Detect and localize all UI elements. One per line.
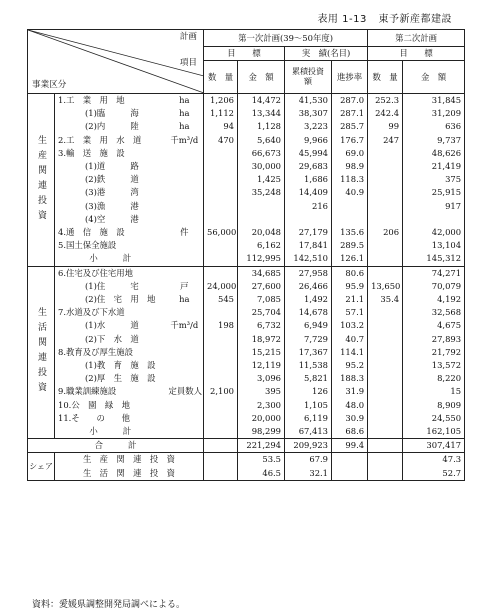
header-suryo: 数 量 xyxy=(204,61,238,94)
row-second-amount: 15 xyxy=(403,385,465,398)
row-progress-rate: 95.9 xyxy=(332,280,368,293)
row-item: (1)教 育 施 設 xyxy=(85,360,156,371)
row-second-quantity xyxy=(368,252,403,266)
row-second-quantity: 35.4 xyxy=(368,293,403,306)
row-cumulative: 29,683 xyxy=(285,160,332,173)
row-progress-rate: 287.0 xyxy=(332,94,368,108)
row-first-amount xyxy=(238,200,285,213)
row-unit xyxy=(166,346,204,359)
total-first-amount: 221,294 xyxy=(238,439,285,453)
table-row xyxy=(28,160,465,173)
row-first-quantity xyxy=(204,412,238,425)
row-cumulative: 14,678 xyxy=(285,306,332,319)
row-item: 小 計 xyxy=(55,252,166,266)
table-row xyxy=(28,425,465,439)
row-unit xyxy=(166,359,204,372)
row-second-quantity xyxy=(368,399,403,412)
row-first-quantity xyxy=(204,425,238,439)
table-row xyxy=(28,266,465,280)
row-cumulative xyxy=(285,213,332,226)
share-row xyxy=(28,467,465,481)
row-first-amount: 395 xyxy=(238,385,285,398)
share-second-amount: 47.3 xyxy=(403,453,465,467)
header-kingaku2: 金 額 xyxy=(403,61,465,94)
share-label: 生 活 関 連 投 資 xyxy=(55,467,204,481)
row-first-quantity: 198 xyxy=(204,319,238,332)
row-first-quantity: 94 xyxy=(204,120,238,133)
table-name: 東予新産都建設 xyxy=(378,14,452,25)
row-first-amount: 6,162 xyxy=(238,239,285,252)
row-first-quantity: 470 xyxy=(204,134,238,147)
table-row xyxy=(28,306,465,319)
row-first-quantity xyxy=(204,252,238,266)
row-item: 1.工 業 用 地 xyxy=(58,95,125,105)
row-progress-rate: 21.1 xyxy=(332,293,368,306)
row-progress-rate: 103.2 xyxy=(332,319,368,332)
row-second-amount: 8,220 xyxy=(403,372,465,385)
row-item: (1)臨 海 xyxy=(85,108,139,119)
row-unit xyxy=(166,412,204,425)
table-row xyxy=(28,120,465,133)
share-first-quantity xyxy=(204,467,238,481)
row-unit xyxy=(166,239,204,252)
section-sangyo: 生産関連投資 xyxy=(28,94,55,267)
row-cumulative: 14,409 xyxy=(285,186,332,199)
row-first-amount: 30,000 xyxy=(238,160,285,173)
row-item: 11.そ の 他 xyxy=(58,412,130,423)
row-first-amount: 34,685 xyxy=(238,266,285,280)
data-table xyxy=(27,29,465,481)
share-row xyxy=(28,453,465,467)
row-cumulative: 126 xyxy=(285,385,332,398)
row-second-amount: 13,572 xyxy=(403,359,465,372)
share-cumulative: 67.9 xyxy=(285,453,332,467)
row-second-amount: 31,209 xyxy=(403,107,465,120)
row-progress-rate: 95.2 xyxy=(332,359,368,372)
row-second-quantity xyxy=(368,412,403,425)
row-first-amount xyxy=(238,213,285,226)
share-cumulative: 32.1 xyxy=(285,467,332,481)
row-unit: 千m³/d xyxy=(166,134,204,147)
row-progress-rate: 48.0 xyxy=(332,399,368,412)
row-first-amount: 5,640 xyxy=(238,134,285,147)
row-progress-rate: 126.1 xyxy=(332,252,368,266)
share-first-quantity xyxy=(204,453,238,467)
row-second-quantity: 99 xyxy=(368,120,403,133)
table-row xyxy=(28,385,465,398)
total-cumulative: 209,923 xyxy=(285,439,332,453)
share-progress-rate xyxy=(332,467,368,481)
row-cumulative: 26,466 xyxy=(285,280,332,293)
row-cumulative: 67,413 xyxy=(285,425,332,439)
row-second-quantity xyxy=(368,147,403,160)
row-item: 9.職業訓練施設 xyxy=(58,386,117,397)
row-second-amount: 32,568 xyxy=(403,306,465,319)
table-row xyxy=(28,173,465,186)
total-second-quantity xyxy=(368,439,403,453)
row-item: (2)内 陸 xyxy=(85,121,139,132)
table-row xyxy=(28,372,465,385)
row-unit: 戸 xyxy=(166,280,204,293)
row-first-quantity xyxy=(204,200,238,213)
row-first-quantity xyxy=(204,239,238,252)
row-cumulative: 27,958 xyxy=(285,266,332,280)
row-progress-rate: 31.9 xyxy=(332,385,368,398)
row-second-amount: 42,000 xyxy=(403,226,465,239)
row-second-quantity xyxy=(368,213,403,226)
row-progress-rate: 40.7 xyxy=(332,333,368,346)
row-second-quantity xyxy=(368,173,403,186)
table-row xyxy=(28,293,465,306)
row-first-amount: 3,096 xyxy=(238,372,285,385)
row-cumulative: 27,179 xyxy=(285,226,332,239)
row-first-quantity xyxy=(204,160,238,173)
row-progress-rate: 188.3 xyxy=(332,372,368,385)
table-row xyxy=(28,412,465,425)
table-row xyxy=(28,239,465,252)
row-progress-rate: 68.6 xyxy=(332,425,368,439)
row-second-quantity xyxy=(368,160,403,173)
row-second-quantity xyxy=(368,346,403,359)
table-row xyxy=(28,346,465,359)
row-second-amount: 8,909 xyxy=(403,399,465,412)
row-unit xyxy=(166,399,204,412)
total-label: 合 計 xyxy=(28,439,204,453)
row-cumulative: 7,729 xyxy=(285,333,332,346)
row-unit xyxy=(166,252,204,266)
row-unit xyxy=(166,186,204,199)
row-second-amount: 48,626 xyxy=(403,147,465,160)
row-second-amount: 21,792 xyxy=(403,346,465,359)
row-unit: ha xyxy=(166,293,204,306)
row-first-amount: 12,119 xyxy=(238,359,285,372)
source-note: 資料：愛媛県調整開発局調べによる。 xyxy=(32,600,186,610)
row-item: 10.公 園 緑 地 xyxy=(58,399,130,410)
header-first-plan: 第一次計画(39〜50年度) xyxy=(204,30,368,47)
row-progress-rate: 285.7 xyxy=(332,120,368,133)
row-second-amount: 145,312 xyxy=(403,252,465,266)
row-item: (1)住 宅 xyxy=(85,280,139,291)
row-first-amount: 15,215 xyxy=(238,346,285,359)
row-item: 8.教育及び厚生施設 xyxy=(58,346,133,357)
row-first-quantity: 56,000 xyxy=(204,226,238,239)
header-suryo2: 数 量 xyxy=(368,61,403,94)
row-item: (2)厚 生 施 設 xyxy=(85,373,156,384)
row-second-quantity: 206 xyxy=(368,226,403,239)
row-cumulative: 17,367 xyxy=(285,346,332,359)
row-progress-rate xyxy=(332,200,368,213)
row-progress-rate xyxy=(332,213,368,226)
row-unit: 千m³/d xyxy=(166,319,204,332)
share-label: 生 産 関 連 投 資 xyxy=(55,453,204,467)
row-item: 6.住宅及び住宅用地 xyxy=(58,267,133,278)
row-unit xyxy=(166,333,204,346)
row-first-amount: 20,048 xyxy=(238,226,285,239)
table-row xyxy=(28,213,465,226)
row-second-amount: 24,550 xyxy=(403,412,465,425)
row-second-amount: 74,271 xyxy=(403,266,465,280)
row-progress-rate: 114.1 xyxy=(332,346,368,359)
row-item: (3)港 湾 xyxy=(85,187,139,198)
row-second-quantity xyxy=(368,372,403,385)
table-number: 表用 1-13 xyxy=(317,14,367,25)
row-cumulative: 45,994 xyxy=(285,147,332,160)
row-unit xyxy=(166,306,204,319)
row-second-quantity xyxy=(368,200,403,213)
row-first-quantity: 2,100 xyxy=(204,385,238,398)
table-row xyxy=(28,134,465,147)
row-progress-rate: 135.6 xyxy=(332,226,368,239)
table-row xyxy=(28,280,465,293)
row-second-quantity xyxy=(368,385,403,398)
header-mokuhyou2: 目 標 xyxy=(368,47,465,61)
row-first-quantity xyxy=(204,346,238,359)
row-unit xyxy=(166,213,204,226)
header-second-plan: 第二次計画 xyxy=(368,30,465,47)
total-progress-rate: 99.4 xyxy=(332,439,368,453)
row-unit xyxy=(166,173,204,186)
row-second-amount: 21,419 xyxy=(403,160,465,173)
table-row xyxy=(28,200,465,213)
row-cumulative: 5,821 xyxy=(285,372,332,385)
row-progress-rate: 57.1 xyxy=(332,306,368,319)
row-item: 7.水道及び下水道 xyxy=(58,307,125,318)
row-first-quantity: 545 xyxy=(204,293,238,306)
row-unit: 定員数人 xyxy=(166,385,204,398)
row-progress-rate: 80.6 xyxy=(332,266,368,280)
total-first-quantity xyxy=(204,439,238,453)
header-kingaku: 金 額 xyxy=(238,61,285,94)
row-first-quantity xyxy=(204,359,238,372)
row-cumulative: 41,530 xyxy=(285,94,332,108)
row-second-amount: 636 xyxy=(403,120,465,133)
row-first-amount: 6,732 xyxy=(238,319,285,332)
table-row xyxy=(28,252,465,266)
table-row xyxy=(28,147,465,160)
row-first-amount: 98,299 xyxy=(238,425,285,439)
row-first-quantity xyxy=(204,213,238,226)
row-item: 小 計 xyxy=(55,425,166,439)
row-unit xyxy=(166,160,204,173)
row-item: (3)漁 港 xyxy=(85,200,139,211)
table-row xyxy=(28,107,465,120)
table-row xyxy=(28,319,465,332)
row-unit xyxy=(166,266,204,280)
row-item: 2.工 業 用 水 道 xyxy=(58,134,142,145)
row-second-amount: 162,105 xyxy=(403,425,465,439)
section-share: シェア xyxy=(28,453,55,480)
row-cumulative: 38,307 xyxy=(285,107,332,120)
header-corner xyxy=(28,30,204,94)
share-first-amount: 46.5 xyxy=(238,467,285,481)
row-item: (2)下 水 道 xyxy=(85,333,139,344)
row-first-quantity xyxy=(204,266,238,280)
row-first-amount: 35,248 xyxy=(238,186,285,199)
row-second-amount: 375 xyxy=(403,173,465,186)
row-second-quantity xyxy=(368,333,403,346)
share-second-quantity xyxy=(368,467,403,481)
table-title xyxy=(309,10,452,25)
row-cumulative: 6,949 xyxy=(285,319,332,332)
row-cumulative: 216 xyxy=(285,200,332,213)
row-second-amount: 31,845 xyxy=(403,94,465,108)
row-item: (1)水 道 xyxy=(85,320,139,331)
row-unit xyxy=(166,372,204,385)
section-seikatsu: 生活関連投資 xyxy=(28,266,55,439)
row-progress-rate: 289.5 xyxy=(332,239,368,252)
share-second-amount: 52.7 xyxy=(403,467,465,481)
row-cumulative: 6,119 xyxy=(285,412,332,425)
row-second-quantity: 13,650 xyxy=(368,280,403,293)
row-first-quantity xyxy=(204,372,238,385)
row-item: (2)住 宅 用 地 xyxy=(85,294,156,305)
row-unit: ha xyxy=(166,107,204,120)
row-second-quantity xyxy=(368,306,403,319)
header-kubun: 事業区分 xyxy=(32,80,67,90)
row-first-amount: 2,300 xyxy=(238,399,285,412)
header-mokuhyou: 目 標 xyxy=(204,47,285,61)
row-item: (2)鉄 道 xyxy=(85,174,139,185)
row-first-amount: 112,995 xyxy=(238,252,285,266)
row-first-amount: 18,972 xyxy=(238,333,285,346)
row-first-amount: 1,128 xyxy=(238,120,285,133)
row-second-amount: 4,675 xyxy=(403,319,465,332)
row-first-amount: 13,344 xyxy=(238,107,285,120)
row-second-quantity xyxy=(368,186,403,199)
row-first-quantity xyxy=(204,186,238,199)
row-first-quantity: 24,000 xyxy=(204,280,238,293)
header-jisseki: 実 績(名目) xyxy=(285,47,368,61)
table-row xyxy=(28,359,465,372)
row-first-quantity xyxy=(204,333,238,346)
row-second-quantity xyxy=(368,319,403,332)
row-first-amount: 25,704 xyxy=(238,306,285,319)
row-progress-rate: 69.0 xyxy=(332,147,368,160)
row-first-quantity xyxy=(204,306,238,319)
share-second-quantity xyxy=(368,453,403,467)
row-item: 3.輸 送 施 設 xyxy=(58,147,125,158)
row-first-amount: 1,425 xyxy=(238,173,285,186)
row-item: (1)道 路 xyxy=(85,161,139,172)
row-second-quantity xyxy=(368,425,403,439)
row-cumulative: 1,686 xyxy=(285,173,332,186)
header-shinchoku: 進捗率 xyxy=(332,61,368,94)
table-row xyxy=(28,399,465,412)
row-first-quantity xyxy=(204,399,238,412)
row-second-amount: 4,192 xyxy=(403,293,465,306)
row-unit xyxy=(166,200,204,213)
header-keikaku: 計画 xyxy=(179,32,198,42)
row-progress-rate: 30.9 xyxy=(332,412,368,425)
row-second-amount: 917 xyxy=(403,200,465,213)
share-progress-rate xyxy=(332,453,368,467)
row-progress-rate: 40.9 xyxy=(332,186,368,199)
total-second-amount: 307,417 xyxy=(403,439,465,453)
row-first-quantity xyxy=(204,147,238,160)
row-first-quantity: 1,112 xyxy=(204,107,238,120)
row-cumulative: 1,492 xyxy=(285,293,332,306)
row-first-quantity xyxy=(204,173,238,186)
row-progress-rate: 176.7 xyxy=(332,134,368,147)
row-cumulative: 17,841 xyxy=(285,239,332,252)
row-second-amount: 25,915 xyxy=(403,186,465,199)
row-first-amount: 20,000 xyxy=(238,412,285,425)
row-second-quantity: 242.4 xyxy=(368,107,403,120)
row-progress-rate: 118.3 xyxy=(332,173,368,186)
row-cumulative: 142,510 xyxy=(285,252,332,266)
row-cumulative: 9,966 xyxy=(285,134,332,147)
row-cumulative: 11,538 xyxy=(285,359,332,372)
row-unit: ha xyxy=(166,120,204,133)
row-item: (4)空 港 xyxy=(85,213,139,224)
row-second-quantity xyxy=(368,266,403,280)
row-second-amount: 13,104 xyxy=(403,239,465,252)
row-unit: 件 xyxy=(166,226,204,239)
row-second-quantity: 252.3 xyxy=(368,94,403,108)
header-koumoku: 項目 xyxy=(179,58,198,68)
row-second-quantity xyxy=(368,359,403,372)
row-item: 5.国土保全施設 xyxy=(58,240,117,251)
table-row xyxy=(28,186,465,199)
row-cumulative: 1,105 xyxy=(285,399,332,412)
row-second-quantity xyxy=(368,239,403,252)
table-row xyxy=(28,226,465,239)
row-item: 4.通 信 施 設 xyxy=(58,227,125,238)
row-progress-rate: 98.9 xyxy=(332,160,368,173)
row-progress-rate: 287.1 xyxy=(332,107,368,120)
row-unit xyxy=(166,425,204,439)
row-unit: ha xyxy=(166,94,204,108)
row-second-amount: 70,079 xyxy=(403,280,465,293)
row-second-quantity: 247 xyxy=(368,134,403,147)
row-second-amount xyxy=(403,213,465,226)
row-first-amount: 27,600 xyxy=(238,280,285,293)
table-row xyxy=(28,333,465,346)
table-row xyxy=(28,94,465,108)
row-second-amount: 9,737 xyxy=(403,134,465,147)
row-cumulative: 3,223 xyxy=(285,120,332,133)
header-ruiseki: 累積投資額 xyxy=(285,61,332,94)
share-first-amount: 53.5 xyxy=(238,453,285,467)
row-first-amount: 7,085 xyxy=(238,293,285,306)
row-first-amount: 66,673 xyxy=(238,147,285,160)
total-row xyxy=(28,439,465,453)
row-first-amount: 14,472 xyxy=(238,94,285,108)
row-unit xyxy=(166,147,204,160)
row-second-amount: 27,893 xyxy=(403,333,465,346)
row-first-quantity: 1,206 xyxy=(204,94,238,108)
